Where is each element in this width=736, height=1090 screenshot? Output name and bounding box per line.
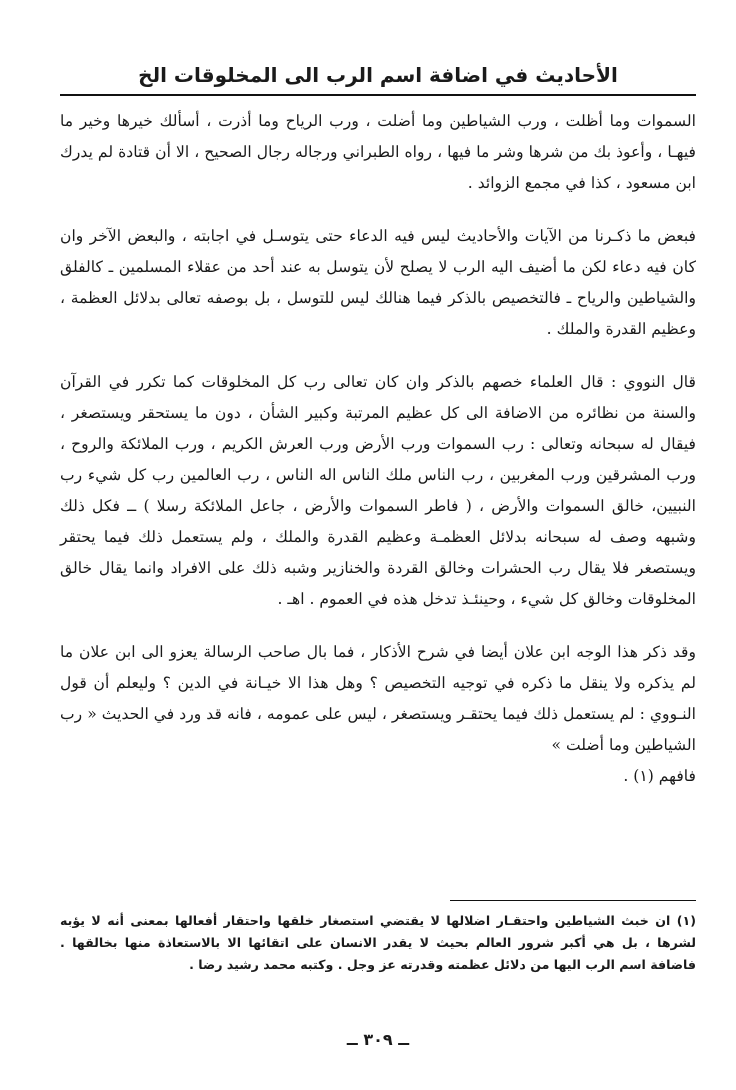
footnote-rule — [450, 900, 696, 901]
footnote: (١) ان خبث الشياطين واحتقـار اضلالها لا يقتضي استصغار خلقها واحتقار أفعالها بمعنى أنه لا يؤبه لشرها ، بل هي أكبر شرور العالم بحيث لا يقدر الانسان على اتقائها الا بالاستعاذة منها بخالقها . فاضافة اسم الرب اليها من دلائل عظمته وقدرته عز وجل . وكتبه محمد رشيد رضا . — [60, 913, 696, 972]
header-rule — [60, 94, 696, 96]
running-header: الأحاديث في اضافة اسم الرب الى المخلوقات الخ — [138, 63, 618, 87]
paragraph-5: فافهم (١) . — [623, 767, 696, 785]
book-page — [60, 60, 696, 1049]
page-number: ــ ٣٠٩ ــ — [346, 1030, 410, 1049]
paragraph-1: السموات وما أظلت ، ورب الشياطين وما أضلت ، ورب الرياح وما أذرت ، أسألك خيرها وخير ما فيهـا ، وأعوذ بك من شرها وشر ما فيها ، رواه الطبراني ورجاله رجال الصحيح ، الا أن قتادة لم يدرك ابن مسعود ، كذا في مجمع الزوائد . — [60, 112, 696, 192]
paragraph-3: قال النووي : قال العلماء خصهم بالذكر وان كان تعالى رب كل المخلوقات كما تكرر في القرآن والسنة من نظائره من الاضافة الى كل عظيم المرتبة وكبير الشأن ، دون ما يستحقر ويستصغر ، فيقال له سبحانه وتعالى : رب السموات ورب الأرض ورب العرش الكريم ، ورب الملائكة والروح ، ورب المشرقين ورب المغربين ، رب الناس ملك الناس اله الناس ، رب العالمين رب كل شيء رب النبيين، خالق السموات والأرض ، ( فاطر السموات والأرض ، جاعل الملائكة رسلا ) ــ فكل ذلك وشبهه وصف له سبحانه بدلائل العظمـة وعظيم القدرة والملك ، ولم يستعمل ذلك فيما يحتقر ويستصغر فلا يقال رب الحشرات وخالق القردة والخنازير وشبه ذلك على الافراد وانما يقال خالق المخلوقات وخالق كل شيء ، وحينئـذ تدخل هذه في العموم . اهـ . — [60, 373, 696, 608]
paragraph-4: وقد ذكر هذا الوجه ابن علان أيضا في شرح الأذكار ، فما بال صاحب الرسالة يعزو الى ابن علان ما لم يذكره ولا ينقل ما ذكره في توجيه التخصيص ؟ وهل هذا الا خيـانة في الدين ؟ وليعلم أن قول النـووي : لم يستعمل ذلك فيما يحتقـر ويستصغر ، ليس على عمومه ، فانه قد ورد في الحديث « رب الشياطين وما أضلت » — [60, 643, 696, 754]
paragraph-2: فبعض ما ذكـرنا من الآيات والأحاديث ليس فيه الدعاء حتى يتوسـل في اجابته ، والبعض الآخر وان كان فيه دعاء لكن ما أضيف اليه الرب لا يصلح لأن يتوسل به عند أحد من عقلاء المسلمين ـ كالفلق والشياطين والرياح ـ فالتخصيص بالذكر فيما هنالك ليس للتوسل ، بل بوصفه تعالى بدلائل العظمة ، وعظيم القدرة والملك . — [60, 227, 696, 338]
